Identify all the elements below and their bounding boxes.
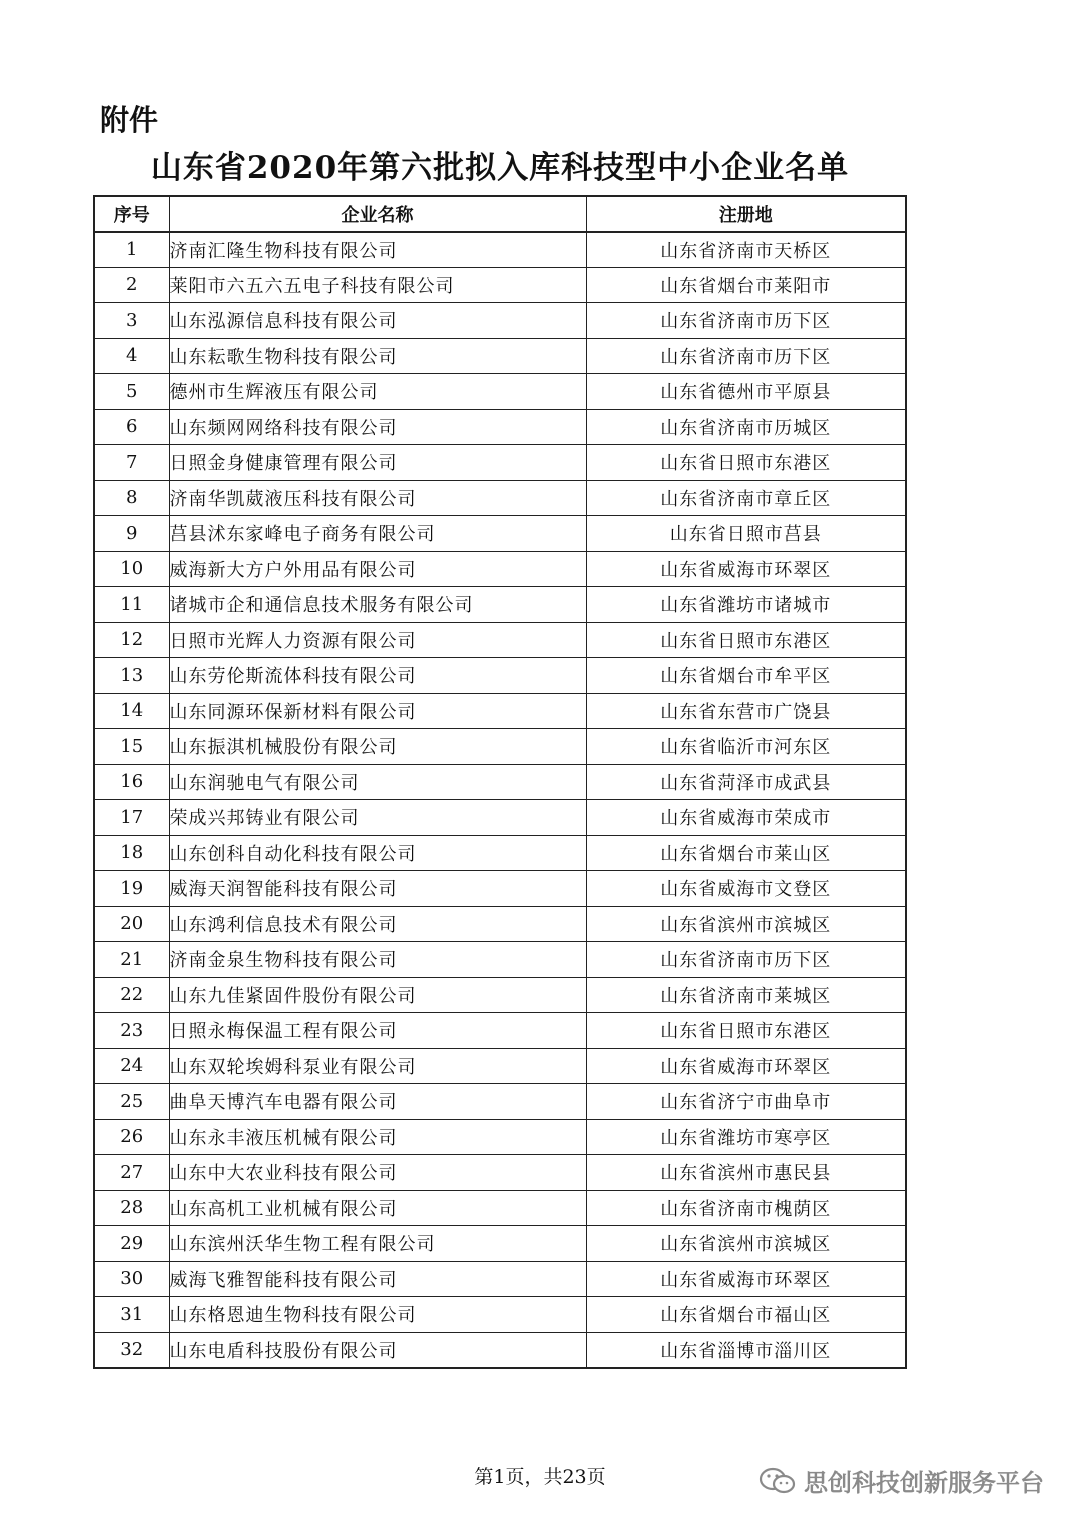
row-index: 4 — [94, 338, 169, 374]
registered-location: 山东省济南市莱城区 — [586, 977, 906, 1013]
company-name: 济南华凯葳液压科技有限公司 — [169, 480, 586, 516]
company-name: 山东九佳紧固件股份有限公司 — [169, 977, 586, 1013]
registered-location: 山东省烟台市牟平区 — [586, 658, 906, 694]
company-name: 山东劳伦斯流体科技有限公司 — [169, 658, 586, 694]
row-index: 30 — [94, 1261, 169, 1297]
table-row — [94, 800, 906, 836]
row-index: 9 — [94, 516, 169, 552]
company-name: 山东格恩迪生物科技有限公司 — [169, 1297, 586, 1333]
company-name: 诸城市企和通信息技术服务有限公司 — [169, 587, 586, 623]
company-name: 山东永丰液压机械有限公司 — [169, 1119, 586, 1155]
table-row — [94, 374, 906, 410]
row-index: 5 — [94, 374, 169, 410]
table-row — [94, 871, 906, 907]
table-row — [94, 1226, 906, 1262]
table-row — [94, 835, 906, 871]
company-name: 山东高机工业机械有限公司 — [169, 1190, 586, 1226]
table-row — [94, 1332, 906, 1368]
company-name: 济南金泉生物科技有限公司 — [169, 942, 586, 978]
registered-location: 山东省威海市环翠区 — [586, 1048, 906, 1084]
table-row — [94, 1084, 906, 1120]
company-name: 山东滨州沃华生物工程有限公司 — [169, 1226, 586, 1262]
registered-location: 山东省济南市历城区 — [586, 409, 906, 445]
row-index: 19 — [94, 871, 169, 907]
table-row — [94, 977, 906, 1013]
company-name: 济南汇隆生物科技有限公司 — [169, 232, 586, 268]
company-name: 日照金身健康管理有限公司 — [169, 445, 586, 481]
registered-location: 山东省济南市章丘区 — [586, 480, 906, 516]
registered-location: 山东省滨州市滨城区 — [586, 906, 906, 942]
row-index: 2 — [94, 267, 169, 303]
watermark-text: 思创科技创新服务平台 — [804, 1469, 1044, 1497]
company-name: 山东创科自动化科技有限公司 — [169, 835, 586, 871]
attachment-label: 附件 — [100, 103, 159, 137]
column-header-index: 序号 — [94, 196, 169, 232]
table-row — [94, 445, 906, 481]
table-row — [94, 764, 906, 800]
registered-location: 山东省济南市历下区 — [586, 942, 906, 978]
company-name: 威海飞雅智能科技有限公司 — [169, 1261, 586, 1297]
row-index: 23 — [94, 1013, 169, 1049]
row-index: 31 — [94, 1297, 169, 1333]
registered-location: 山东省滨州市惠民县 — [586, 1155, 906, 1191]
row-index: 21 — [94, 942, 169, 978]
row-index: 32 — [94, 1332, 169, 1368]
registered-location: 山东省威海市环翠区 — [586, 1261, 906, 1297]
row-index: 6 — [94, 409, 169, 445]
table-row — [94, 1297, 906, 1333]
row-index: 27 — [94, 1155, 169, 1191]
row-index: 14 — [94, 693, 169, 729]
registered-location: 山东省德州市平原县 — [586, 374, 906, 410]
table-row — [94, 1119, 906, 1155]
table-row — [94, 1155, 906, 1191]
registered-location: 山东省临沂市河东区 — [586, 729, 906, 765]
table-row — [94, 480, 906, 516]
row-index: 16 — [94, 764, 169, 800]
company-name: 日照市光辉人力资源有限公司 — [169, 622, 586, 658]
registered-location: 山东省日照市东港区 — [586, 445, 906, 481]
registered-location: 山东省威海市文登区 — [586, 871, 906, 907]
row-index: 24 — [94, 1048, 169, 1084]
company-name: 山东同源环保新材料有限公司 — [169, 693, 586, 729]
registered-location: 山东省济南市历下区 — [586, 303, 906, 339]
row-index: 1 — [94, 232, 169, 268]
table-row — [94, 1048, 906, 1084]
row-index: 7 — [94, 445, 169, 481]
registered-location: 山东省烟台市莱山区 — [586, 835, 906, 871]
company-name: 德州市生辉液压有限公司 — [169, 374, 586, 410]
watermark — [758, 1463, 1044, 1498]
registered-location: 山东省济宁市曲阜市 — [586, 1084, 906, 1120]
table-row — [94, 551, 906, 587]
company-name: 山东电盾科技股份有限公司 — [169, 1332, 586, 1368]
company-name: 曲阜天博汽车电器有限公司 — [169, 1084, 586, 1120]
registered-location: 山东省威海市荣成市 — [586, 800, 906, 836]
table-row — [94, 409, 906, 445]
registered-location: 山东省潍坊市寒亭区 — [586, 1119, 906, 1155]
page-number: 第1页，共23页 — [474, 1466, 606, 1488]
registered-location: 山东省日照市莒县 — [586, 516, 906, 552]
registered-location: 山东省菏泽市成武县 — [586, 764, 906, 800]
row-index: 28 — [94, 1190, 169, 1226]
company-name: 山东双轮埃姆科泵业有限公司 — [169, 1048, 586, 1084]
table-header-row — [94, 196, 906, 232]
row-index: 13 — [94, 658, 169, 694]
wechat-icon — [758, 1466, 798, 1496]
row-index: 10 — [94, 551, 169, 587]
registered-location: 山东省日照市东港区 — [586, 1013, 906, 1049]
row-index: 8 — [94, 480, 169, 516]
registered-location: 山东省烟台市福山区 — [586, 1297, 906, 1333]
row-index: 11 — [94, 587, 169, 623]
row-index: 3 — [94, 303, 169, 339]
row-index: 22 — [94, 977, 169, 1013]
row-index: 20 — [94, 906, 169, 942]
registered-location: 山东省滨州市滨城区 — [586, 1226, 906, 1262]
table-row — [94, 587, 906, 623]
table-body — [94, 232, 906, 1368]
registered-location: 山东省威海市环翠区 — [586, 551, 906, 587]
table-row — [94, 729, 906, 765]
table-row — [94, 622, 906, 658]
company-name: 山东耘歌生物科技有限公司 — [169, 338, 586, 374]
registered-location: 山东省济南市槐荫区 — [586, 1190, 906, 1226]
row-index: 25 — [94, 1084, 169, 1120]
company-name: 莱阳市六五六五电子科技有限公司 — [169, 267, 586, 303]
company-name: 山东中大农业科技有限公司 — [169, 1155, 586, 1191]
registered-location: 山东省济南市天桥区 — [586, 232, 906, 268]
registered-location: 山东省烟台市莱阳市 — [586, 267, 906, 303]
table-row — [94, 906, 906, 942]
table-row — [94, 338, 906, 374]
row-index: 18 — [94, 835, 169, 871]
company-name: 莒县沭东家峰电子商务有限公司 — [169, 516, 586, 552]
document-title: 山东省2020年第六批拟入库科技型中小企业名单 — [150, 150, 850, 186]
company-name: 山东泓源信息科技有限公司 — [169, 303, 586, 339]
company-name: 威海天润智能科技有限公司 — [169, 871, 586, 907]
table-row — [94, 516, 906, 552]
registered-location: 山东省东营市广饶县 — [586, 693, 906, 729]
registered-location: 山东省济南市历下区 — [586, 338, 906, 374]
company-name: 威海新大方户外用品有限公司 — [169, 551, 586, 587]
table-row — [94, 303, 906, 339]
table-row — [94, 942, 906, 978]
row-index: 26 — [94, 1119, 169, 1155]
table-row — [94, 1190, 906, 1226]
row-index: 12 — [94, 622, 169, 658]
row-index: 29 — [94, 1226, 169, 1262]
row-index: 15 — [94, 729, 169, 765]
company-name: 日照永梅保温工程有限公司 — [169, 1013, 586, 1049]
registered-location: 山东省潍坊市诸城市 — [586, 587, 906, 623]
company-name: 山东鸿利信息技术有限公司 — [169, 906, 586, 942]
table-row — [94, 693, 906, 729]
enterprise-table — [93, 195, 907, 1369]
row-index: 17 — [94, 800, 169, 836]
registered-location: 山东省淄博市淄川区 — [586, 1332, 906, 1368]
table-row — [94, 1013, 906, 1049]
company-name: 荣成兴邦铸业有限公司 — [169, 800, 586, 836]
table-row — [94, 232, 906, 268]
table-row — [94, 658, 906, 694]
company-name: 山东频网网络科技有限公司 — [169, 409, 586, 445]
column-header-location: 注册地 — [586, 196, 906, 232]
table-row — [94, 1261, 906, 1297]
column-header-name: 企业名称 — [169, 196, 586, 232]
table-row — [94, 267, 906, 303]
registered-location: 山东省日照市东港区 — [586, 622, 906, 658]
company-name: 山东润驰电气有限公司 — [169, 764, 586, 800]
company-name: 山东振淇机械股份有限公司 — [169, 729, 586, 765]
